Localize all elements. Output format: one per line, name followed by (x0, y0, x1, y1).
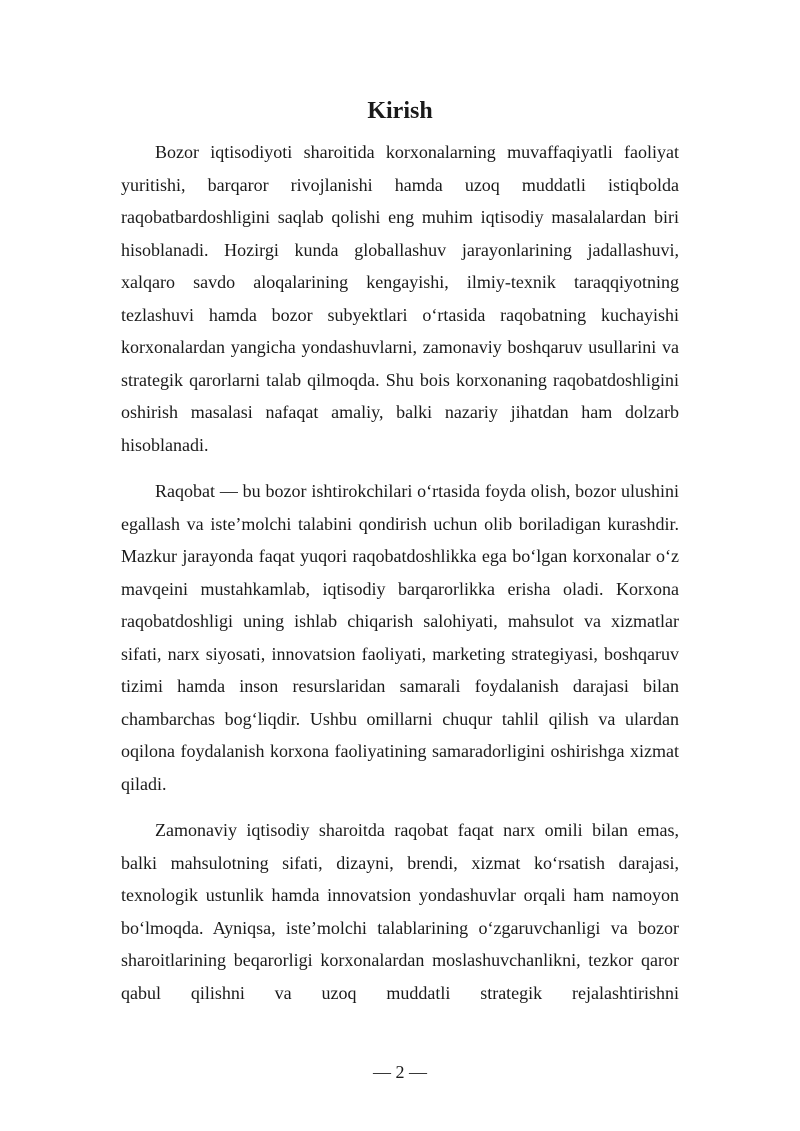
paragraph-1: Bozor iqtisodiyoti sharoitida korxonalarning muvaffaqiyatli faoliyat yuritishi, barqaror rivojlanishi hamda uzoq muddatli istiqbolda raqobatbardoshligini saqlab qolishi eng muhim iqtisodiy masalalardan biri hisoblanadi. Hozirgi kunda globallashuv jarayonlarining jadallashuvi, xalqaro savdo aloqalarining kengayishi, ilmiy-texnik taraqqiyotning tezlashuvi hamda bozor subyektlari oʻrtasida raqobatning kuchayishi korxonalardan yangicha yondashuvlarni, zamonaviy boshqaruv usullarini va strategik qarorlarni talab qilmoqda. Shu bois korxonaning raqobatdoshligini oshirish masalasi nafaqat amaliy, balki nazariy jihatdan ham dolzarb hisoblanadi. (121, 142, 679, 455)
paragraph-3: Zamonaviy iqtisodiy sharoitda raqobat faqat narx omili bilan emas, balki mahsulotning sifati, dizayni, brendi, xizmat koʻrsatish darajasi, texnologik ustunlik hamda innovatsion yondashuvlar orqali ham namoyon boʻlmoqda. Ayniqsa, iste’molchi talablarining oʻzgaruvchanligi va bozor sharoitlarining beqarorligi korxonalardan moslashuvchanlikni, tezkor qaror qabul qilishni va uzoq muddatli strategik rejalashtirishni (121, 820, 679, 1003)
page-title: Kirish (367, 98, 433, 124)
page-number: — 2 — (373, 1062, 427, 1082)
paragraph-2: Raqobat — bu bozor ishtirokchilari oʻrtasida foyda olish, bozor ulushini egallash va iste’molchi talabini qondirish uchun olib boriladigan kurashdir. Mazkur jarayonda faqat yuqori raqobatdoshlikka ega boʻlgan korxonalar oʻz mavqeini mustahkamlab, iqtisodiy barqarorlikka erisha oladi. Korxona raqobatdoshligi uning ishlab chiqarish salohiyati, mahsulot va xizmatlar sifati, narx siyosati, innovatsion faoliyati, marketing strategiyasi, boshqaruv tizimi hamda inson resurslaridan samarali foydalanish darajasi bilan chambarchas bogʻliqdir. Ushbu omillarni chuqur tahlil qilish va ulardan oqilona foydalanish korxona faoliyatining samaradorligini oshirishga xizmat qiladi. (121, 481, 679, 794)
